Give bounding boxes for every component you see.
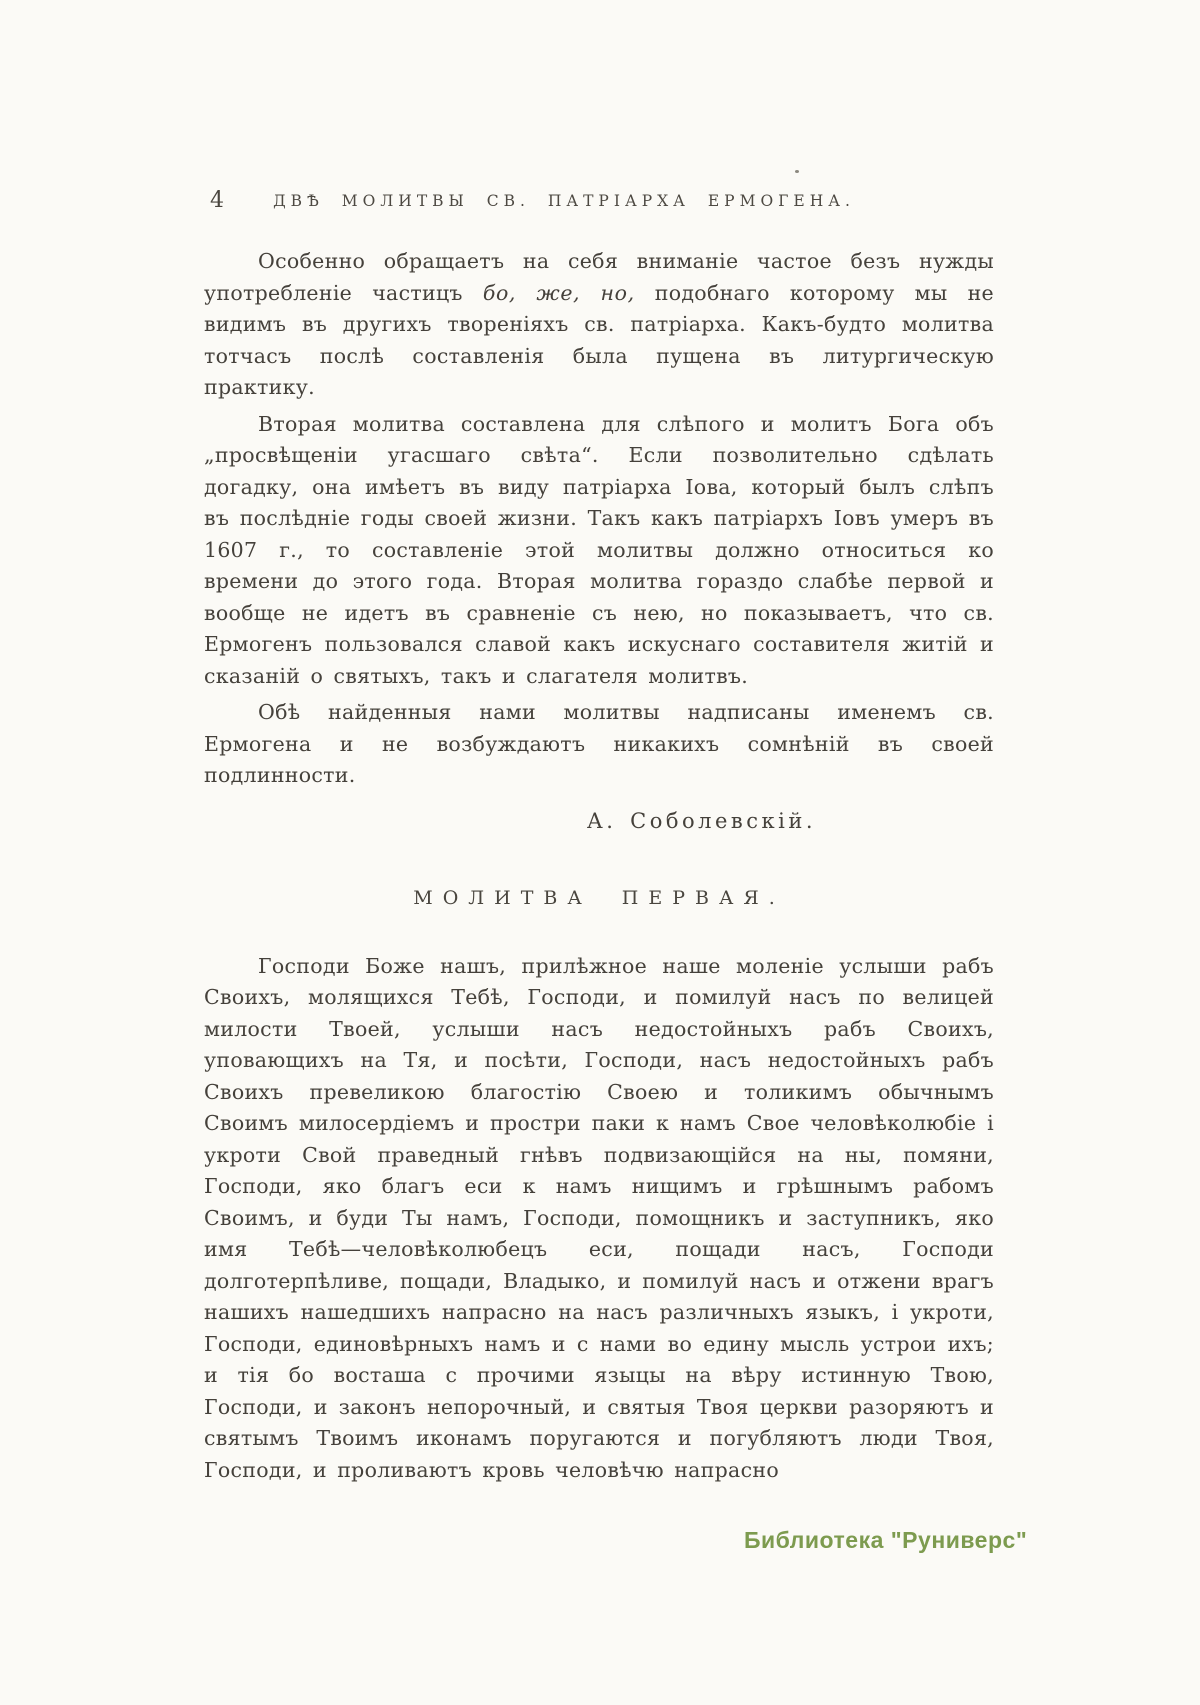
prayer-text: Господи Боже нашъ, прилѣжное наше моленіе услыши рабъ Своихъ, молящихся Тебѣ, Господи, и помилуй насъ по велицей милости Твоей, услыши насъ недостойныхъ рабъ Своихъ, уповающихъ на Тя, и посѣти, Господи, насъ недостойныхъ рабъ Своихъ превеликою благостію Своею и толикимъ обычнымъ Своимъ милосердіемъ и простри паки к намъ Свое человѣколюбіе і укроти Свой праведный гнѣвъ подвизающійся на ны, помяни, Господи, яко благъ еси к намъ нищимъ и грѣшнымъ рабомъ Своимъ, и буди Ты намъ, Господи, помощникъ и заступникъ, яко имя Тебѣ—человѣколюбецъ еси, пощади насъ, Господи долготерпѣливе, пощади, Владыко, и помилуй насъ и отжени врагъ нашихъ нашедшихъ напрасно на насъ различныхъ языкъ, і укроти, Господи, единовѣрныхъ намъ и с нами во едину мысль устрои ихъ; и тія бо восташа с прочими языцы на вѣру истинную Твою, Господи, и законъ непорочный, и святыя Твоя церкви разоряютъ и святымъ Твоимъ иконамъ поругаются и погубляютъ люди Твоя, Господи, и проливаютъ кровь человѣчю напрасно bbox=[204, 953, 994, 1482]
paragraph bbox=[204, 246, 994, 404]
italic-text-segment: бо, же, но, bbox=[482, 280, 635, 305]
page-number: 4 bbox=[210, 188, 224, 213]
text-segment: Особенно обращаетъ на себя вниманіе частое безъ нужды употребленіе частицъ bbox=[204, 249, 994, 305]
library-watermark: Библиотека "Руниверс" bbox=[744, 1527, 1028, 1553]
text-segment: Обѣ найденныя нами молитвы надписаны именемъ св. Ермогена и не возбуждаютъ никакихъ сомнѣній въ своей подлинности. bbox=[204, 700, 994, 787]
introduction-text bbox=[204, 246, 994, 1486]
text-block bbox=[204, 186, 994, 1491]
text-segment: подобнаго которому мы не видимъ въ другихъ твореніяхъ св. патріарха. Какъ-будто молитва тотчасъ послѣ составленія была пущена въ литургическую практику. bbox=[204, 280, 994, 399]
section-heading: МОЛИТВА ПЕРВАЯ. bbox=[413, 887, 785, 909]
paragraph bbox=[204, 697, 994, 792]
paragraph-container bbox=[204, 246, 994, 792]
running-header: ДВѢ МОЛИТВЫ СВ. ПАТРІАРХА ЕРМОГЕНА. bbox=[273, 192, 855, 210]
page-header bbox=[204, 186, 994, 220]
paper-speck bbox=[795, 170, 799, 173]
text-segment: Вторая молитва составлена для слѣпого и молитъ Бога объ „просвѣщеніи угасшаго свѣта“. Если позволительно сдѣлать догадку, она имѣетъ въ виду патріарха Іова, который былъ слѣпъ въ послѣдніе годы своей жизни. Такъ какъ патріархъ Іовъ умеръ въ 1607 г., то составленіе этой молитвы должно относиться ко времени до этого года. Вторая молитва гораздо слабѣе первой и вообще не идетъ въ сравненіе съ нею, но показываетъ, что св. Ермогенъ пользовался славой какъ искуснаго составителя житій и сказаній о святыхъ, такъ и слагателя молитвъ. bbox=[204, 411, 994, 688]
paragraph bbox=[204, 409, 994, 693]
author-signature: А. Соболевскій. bbox=[586, 808, 816, 833]
